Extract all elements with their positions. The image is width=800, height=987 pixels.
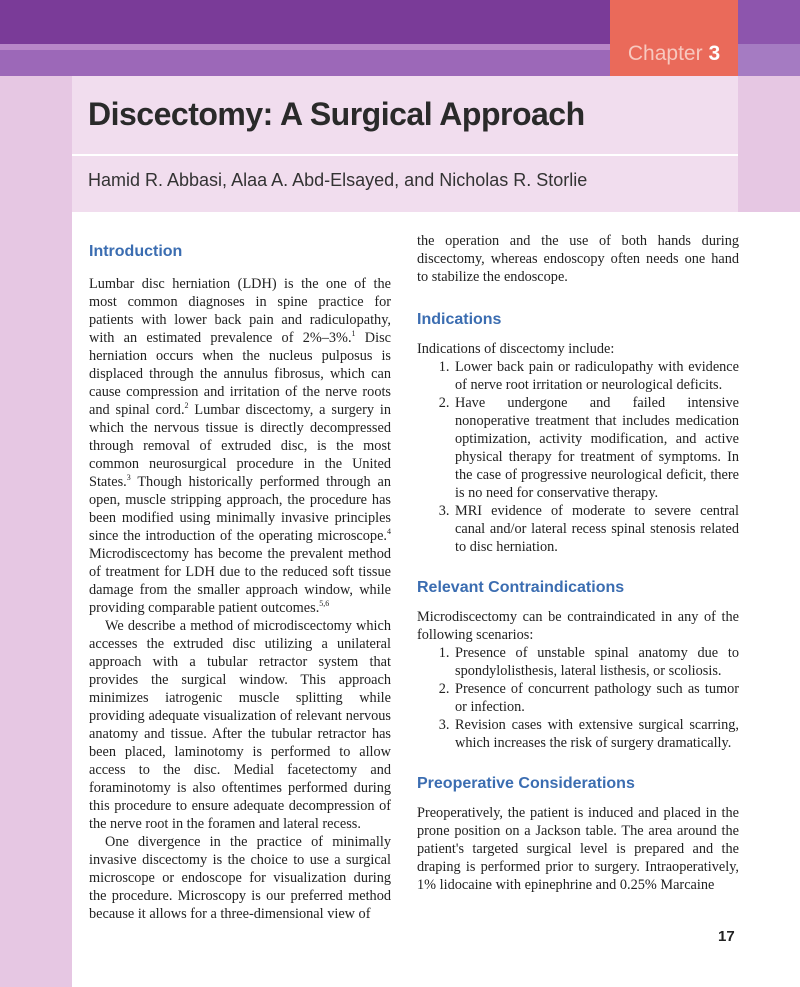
contraindication-item: 2. Presence of concurrent pathology such as tumor or infection. bbox=[453, 680, 739, 716]
right-margin-panel bbox=[738, 76, 800, 212]
intro-paragraph-2: We describe a method of microdiscectomy which accesses the extruded disc utilizing a unilateral approach with a tubular retractor system that provides the surgical window. This approach minimizes iatrogenic muscle splitting while providing adequate visualization of relevant nervous anatomy and tissue. After the tubular retractor has been placed, laminotomy is performed to allow access to the disc. Medial facetectomy and foraminotomy is also oftentimes performed during this procedure to ensure adequate decompression of the nerve root in the foramen and lateral recess. bbox=[89, 618, 391, 832]
chapter-label bbox=[610, 42, 738, 66]
contraindications-lead: Microdiscectomy can be contraindicated in any of the following scenarios: bbox=[417, 609, 739, 643]
contraindication-item: 1. Presence of unstable spinal anatomy due to spondylolisthesis, lateral listhesis, or scoliosis. bbox=[453, 644, 739, 680]
intro-paragraph-3: One divergence in the practice of minimally invasive discectomy is the choice to use a surgical microscope or endoscope for visualization during the procedure. Microscopy is our preferred method because it allows for a three-dimensional view of bbox=[89, 834, 391, 922]
contraindication-item: 3. Revision cases with extensive surgical scarring, which increases the risk of surgery dramatically. bbox=[453, 716, 739, 752]
introduction-heading: Introduction bbox=[89, 243, 183, 260]
preoperative-paragraph: Preoperatively, the patient is induced and placed in the prone position on a Jackson table. The area around the patient's targeted surgical level is prepared and the draping is performed prior to surgery. Intraoperatively, 1% lidocaine with epinephrine and 0.25% Marcaine bbox=[417, 805, 739, 893]
preoperative-heading: Preoperative Considerations bbox=[417, 775, 635, 792]
intro-text-c: Lumbar discectomy, a surgery in which the nervous tissue is directly decompressed through removal of extruded disc, is the most common neurosurgical procedure in the United States. bbox=[89, 402, 391, 490]
indication-item: 2. Have undergone and failed intensive nonoperative treatment that includes medication optimization, activity modification, and active physical therapy for treatment of symptoms. In the case of progressive neurological deficit, there is no need for conservative therapy. bbox=[453, 394, 739, 502]
ref-4: 4 bbox=[387, 527, 391, 537]
chapter-word: Chapter bbox=[627, 42, 703, 65]
intro-text-b: Disc herniation occurs when the nucleus pulposus is displaced through the annulus fibrosus, which can cause compression and irritation of the nerve roots and spinal cord. bbox=[89, 330, 391, 418]
authors: Hamid R. Abbasi, Alaa A. Abd-Elsayed, and Nicholas R. Storlie bbox=[88, 170, 588, 190]
ref-5-6: 5,6 bbox=[319, 599, 330, 609]
left-margin-panel bbox=[0, 76, 72, 987]
header-band-right-strip bbox=[738, 44, 800, 76]
intro-paragraph-1 bbox=[89, 275, 391, 617]
header-band-lower bbox=[0, 50, 610, 76]
indications-list bbox=[417, 358, 739, 556]
chapter-title: Discectomy: A Surgical Approach bbox=[88, 96, 585, 132]
ref-3: 3 bbox=[126, 473, 131, 483]
intro-text-e: Microdiscectomy has become the prevalent method of treatment for LDH due to the reduced soft tissue damage from the smaller approach window, while providing comparable patient outcomes. bbox=[89, 546, 391, 616]
indications-heading: Indications bbox=[417, 311, 502, 328]
contraindications-heading: Relevant Contraindications bbox=[417, 579, 625, 596]
contraindications-list bbox=[417, 644, 739, 752]
ref-2: 2 bbox=[184, 401, 189, 411]
indication-item: 1. Lower back pain or radiculopathy with evidence of nerve root irritation or neurological deficits. bbox=[453, 358, 739, 394]
header-band-right bbox=[738, 0, 800, 44]
left-column bbox=[89, 232, 391, 923]
chapter-number: 3 bbox=[708, 42, 721, 65]
title-divider bbox=[72, 154, 738, 156]
ref-1: 1 bbox=[351, 329, 356, 339]
intro-text-d: Though historically performed through an open, muscle stripping approach, the procedure has been modified using minimally invasive principles since the introduction of the operating microscope. bbox=[89, 474, 391, 544]
indications-lead: Indications of discectomy include: bbox=[417, 341, 615, 357]
page-number: 17 bbox=[718, 928, 735, 945]
right-column bbox=[417, 232, 739, 894]
intro-paragraph-3-continued: the operation and the use of both hands during discectomy, whereas endoscopy often needs one hand to stabilize the endoscope. bbox=[417, 233, 739, 285]
intro-text-a: Lumbar disc herniation (LDH) is the one of the most common diagnoses in spine practice for patients with lower back pain and radiculopathy, with an estimated prevalence of 2%–3%. bbox=[89, 276, 391, 346]
indication-item: 3. MRI evidence of moderate to severe central canal and/or lateral recess spinal stenosis related to disc herniation. bbox=[453, 502, 739, 556]
